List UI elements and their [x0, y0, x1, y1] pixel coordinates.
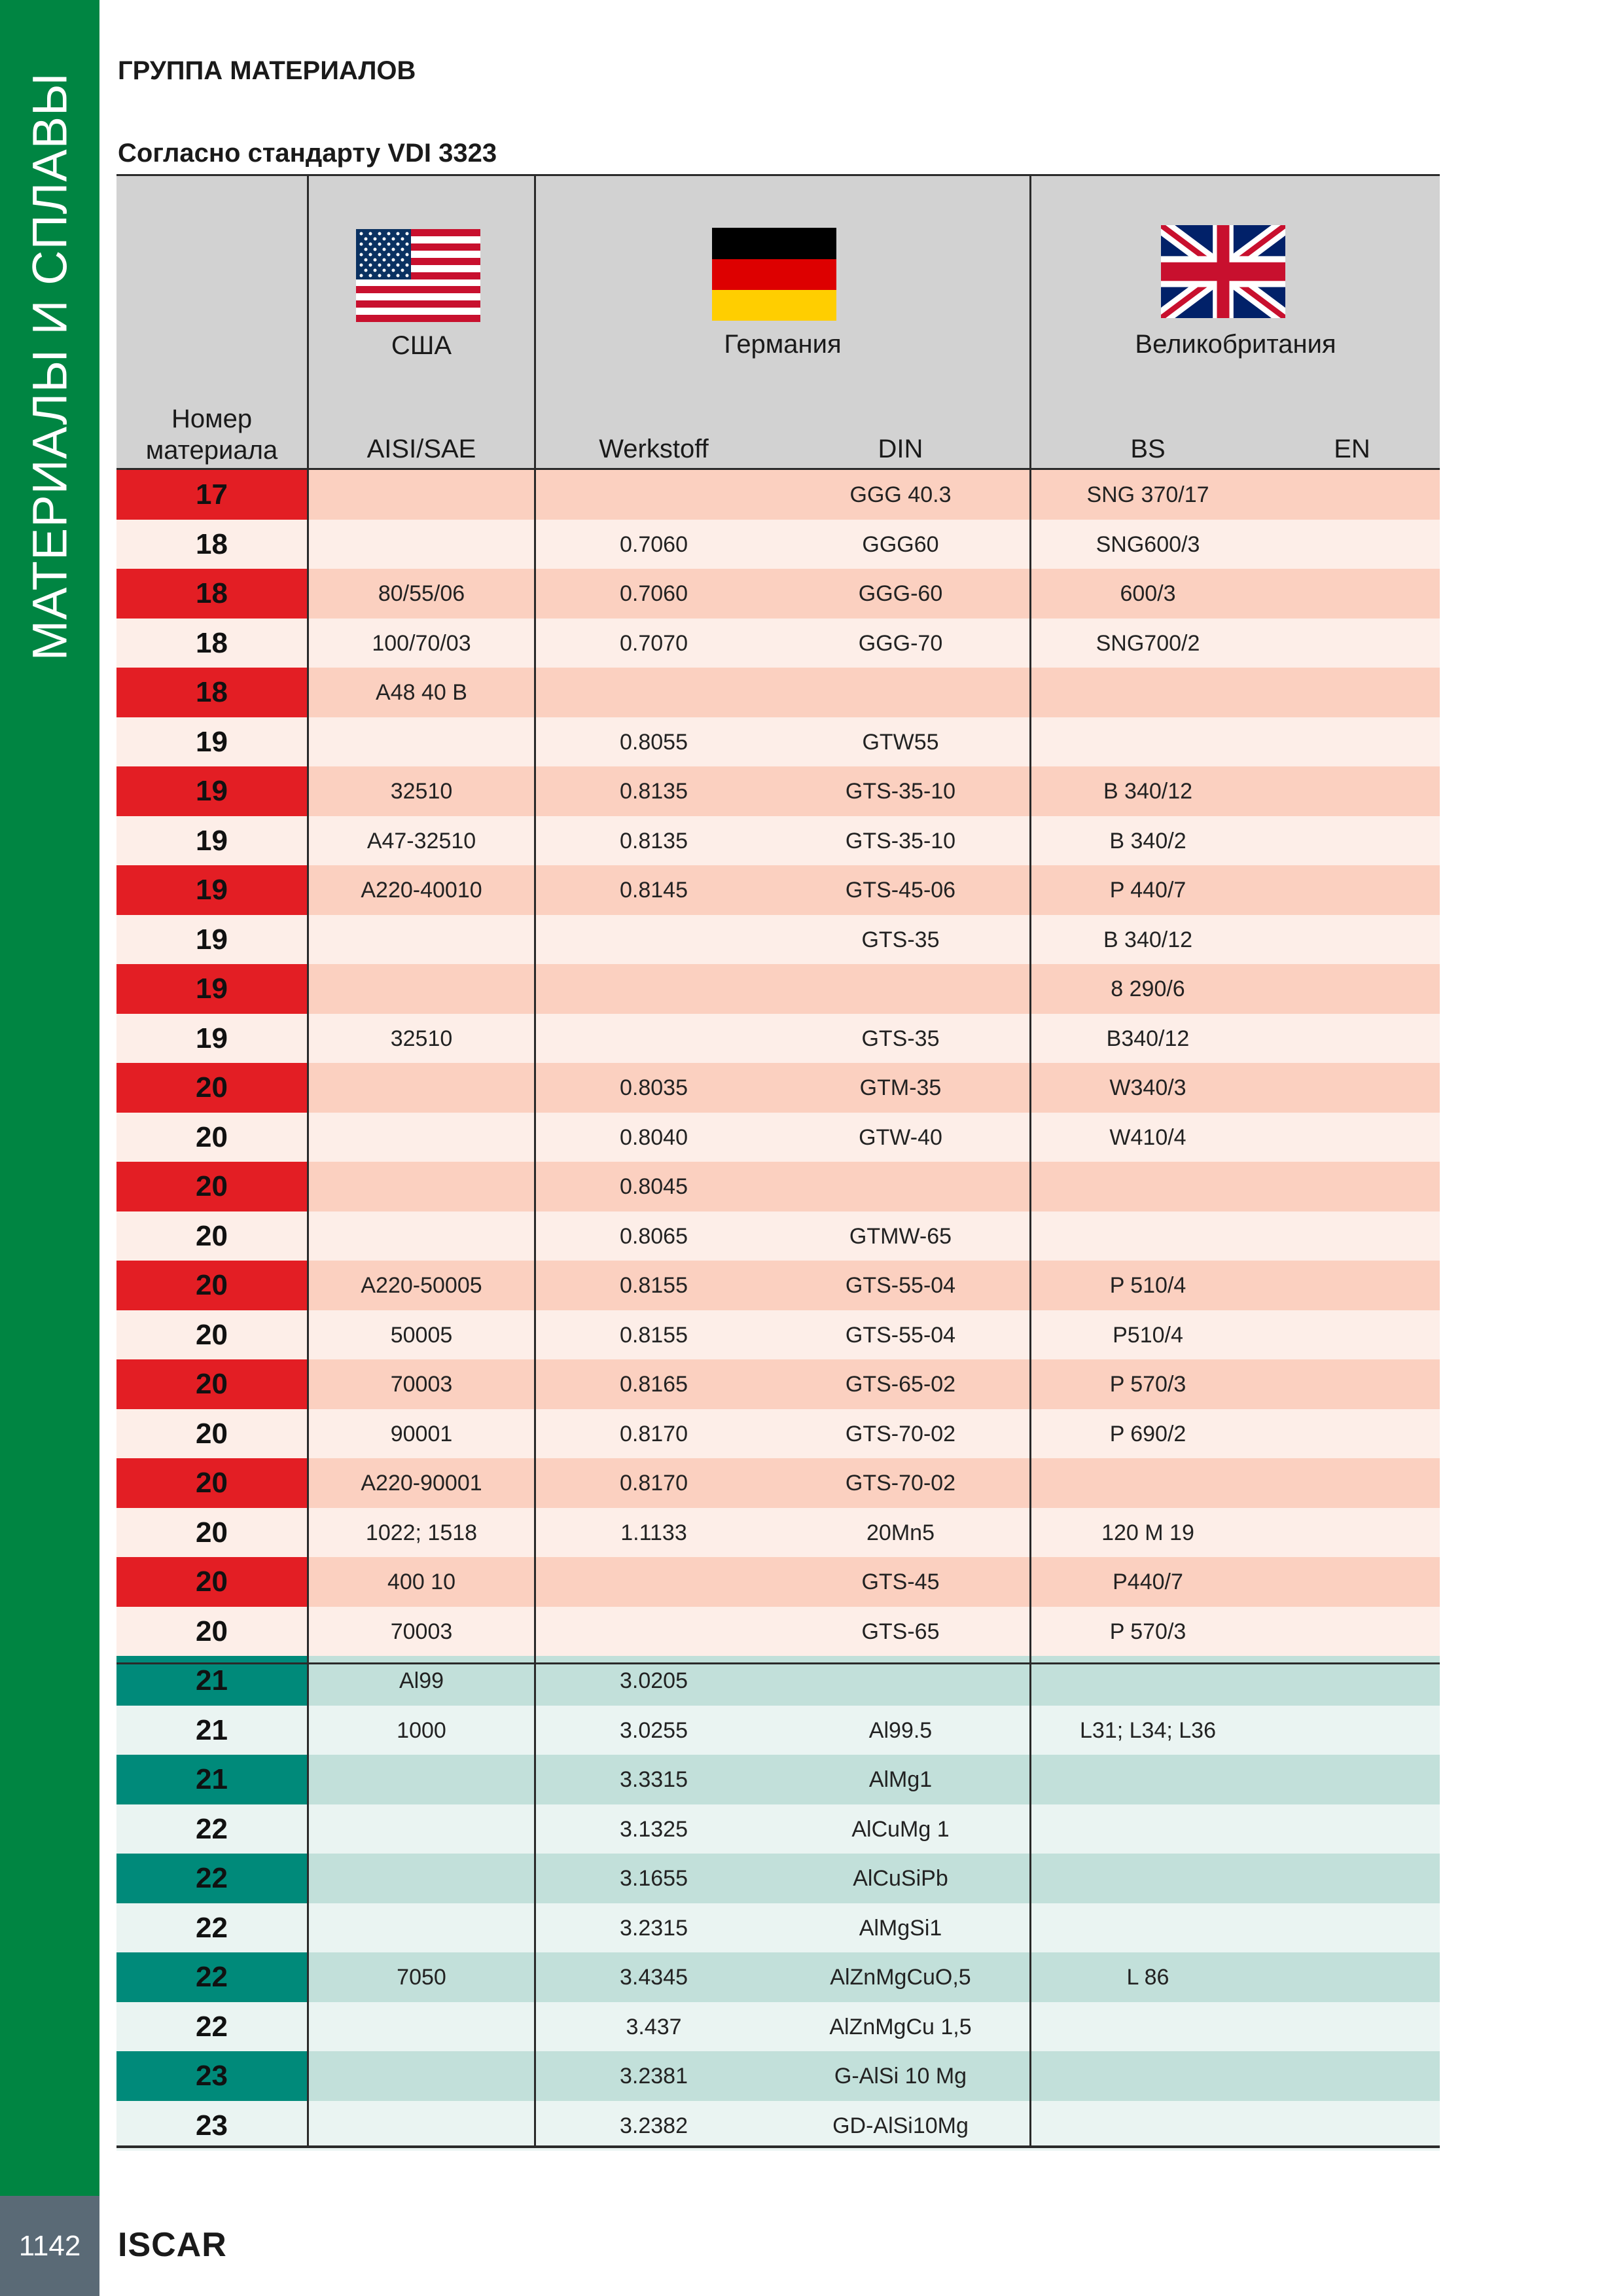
cell-werkstoff: 0.8145: [620, 878, 688, 903]
cell-werkstoff: 3.3315: [620, 1767, 688, 1792]
cell-din: AlZnMgCu 1,5: [829, 2014, 972, 2039]
cell-aisi: [309, 2002, 534, 2052]
column-header-number-line1: Номер: [171, 404, 253, 433]
cell-en: [1264, 470, 1440, 520]
cell-en: [1264, 1261, 1440, 1310]
cell-en: [1264, 1359, 1440, 1409]
column-divider: [307, 174, 309, 2148]
cell-din: GTS-55-04: [845, 1273, 956, 1298]
cell-werkstoff: 3.0205: [620, 1668, 688, 1693]
material-number: 20: [116, 1113, 307, 1162]
germany-flag-icon: [712, 228, 836, 321]
usa-flag-icon: [356, 229, 480, 322]
cell-bs: P 570/3: [1109, 1372, 1186, 1397]
cell-din: GTW-40: [859, 1124, 942, 1150]
cell-din: GTS-35: [861, 1026, 940, 1051]
cell-bs: [1031, 1804, 1264, 1854]
cell-werkstoff: 0.8055: [620, 729, 688, 755]
cell-en: [1264, 2101, 1440, 2151]
material-number: 18: [116, 569, 307, 619]
page-title: ГРУППА МАТЕРИАЛОВ: [118, 56, 416, 85]
cell-aisi: 32510: [390, 1026, 453, 1051]
cell-din: GGG 40.3: [849, 482, 952, 507]
cell-werkstoff: 3.2382: [620, 2113, 688, 2138]
cell-werkstoff: 0.8170: [620, 1471, 688, 1496]
material-number: 20: [116, 1359, 307, 1409]
cell-werkstoff: [536, 668, 772, 717]
page-number-box: [0, 2196, 99, 2296]
table-row: [116, 1359, 1440, 1409]
cell-en: [1264, 1755, 1440, 1804]
cell-en: [1264, 2002, 1440, 2052]
cell-bs: B 340/12: [1103, 779, 1193, 804]
cell-din: GTS-45: [861, 1570, 940, 1594]
cell-din: GD-AlSi10Mg: [832, 2113, 969, 2138]
cell-bs: L31; L34; L36: [1080, 1717, 1216, 1743]
cell-bs: P 510/4: [1109, 1273, 1186, 1298]
cell-en: [1264, 1804, 1440, 1854]
cell-bs: [1031, 1903, 1264, 1953]
table-row: [116, 717, 1440, 767]
material-number: 19: [116, 717, 307, 767]
cell-din: GTM-35: [859, 1075, 942, 1100]
cell-werkstoff: 3.1655: [620, 1866, 688, 1891]
cell-en: [1264, 1607, 1440, 1657]
cell-din: [772, 964, 1029, 1014]
cell-aisi: [309, 1162, 534, 1211]
cell-bs: [1031, 1755, 1264, 1804]
cell-werkstoff: 0.8165: [620, 1372, 688, 1397]
material-number: 20: [116, 1607, 307, 1657]
cell-aisi: [309, 520, 534, 569]
cell-bs: [1031, 2002, 1264, 2052]
cell-din: GTS-35-10: [845, 828, 956, 853]
column-header-werkstoff: Werkstoff: [599, 435, 709, 463]
material-number: 22: [116, 1952, 307, 2002]
cell-aisi: A48 40 B: [376, 680, 467, 705]
cell-bs: B 340/12: [1103, 927, 1193, 952]
cell-werkstoff: 3.2315: [620, 1915, 688, 1941]
cell-bs: [1031, 1162, 1264, 1211]
table-row: [116, 766, 1440, 816]
cell-bs: L 86: [1126, 1965, 1169, 1990]
column-header-number-line2: материала: [145, 436, 278, 465]
table-row: [116, 2101, 1440, 2151]
cell-aisi: 1000: [397, 1717, 446, 1743]
material-number: 19: [116, 816, 307, 866]
cell-werkstoff: 3.0255: [620, 1717, 688, 1743]
cell-werkstoff: 0.7070: [620, 630, 688, 656]
table-row: [116, 1952, 1440, 2002]
cell-din: Al99.5: [868, 1717, 933, 1743]
cell-bs: B 340/2: [1109, 828, 1186, 853]
cell-werkstoff: 0.8170: [620, 1421, 688, 1446]
table-row: [116, 1162, 1440, 1211]
table-top-border: [116, 174, 1440, 176]
material-number: 19: [116, 1014, 307, 1064]
cell-din: GTS-35-10: [845, 779, 956, 804]
cell-din: GTW55: [862, 729, 939, 755]
cell-aisi: 70003: [390, 1619, 453, 1644]
cell-aisi: [309, 1804, 534, 1854]
cell-aisi: A220-90001: [361, 1471, 482, 1496]
cell-din: GTMW-65: [849, 1223, 952, 1249]
cell-din: GTS-70-02: [845, 1421, 956, 1446]
table-row: [116, 569, 1440, 619]
table-row: [116, 1903, 1440, 1953]
cell-en: [1264, 1113, 1440, 1162]
cell-bs: P 690/2: [1109, 1421, 1186, 1446]
cell-din: GGG-60: [858, 581, 943, 606]
table-row: [116, 1804, 1440, 1854]
cell-bs: [1031, 668, 1264, 717]
cell-aisi: [309, 1755, 534, 1804]
country-germany-label: Германия: [724, 330, 842, 359]
cell-din: GTS-65: [861, 1619, 940, 1644]
header-bottom-border: [116, 468, 1440, 470]
cell-din: GGG60: [862, 531, 939, 557]
uk-flag-icon: [1161, 225, 1285, 318]
cell-bs: 8 290/6: [1111, 977, 1185, 1001]
cell-bs: P510/4: [1113, 1322, 1183, 1348]
cell-bs: SNG 370/17: [1086, 482, 1209, 507]
cell-aisi: 1022; 1518: [365, 1520, 478, 1545]
table-header: [116, 174, 1440, 469]
cell-en: [1264, 2051, 1440, 2101]
cell-werkstoff: [536, 1607, 772, 1657]
cell-aisi: 100/70/03: [372, 630, 471, 656]
cell-din: [772, 1162, 1029, 1211]
cell-bs: SNG600/3: [1096, 531, 1200, 557]
cell-din: GTS-45-06: [845, 878, 956, 903]
cell-en: [1264, 915, 1440, 965]
cell-aisi: [309, 964, 534, 1014]
material-number: 20: [116, 1310, 307, 1360]
table-row: [116, 1706, 1440, 1755]
material-number: 22: [116, 1804, 307, 1854]
table-row: [116, 1063, 1440, 1113]
cell-werkstoff: 0.7060: [620, 531, 688, 557]
cell-werkstoff: 3.4345: [620, 1965, 688, 1990]
table-row: [116, 2002, 1440, 2052]
cell-din: AlMg1: [868, 1767, 933, 1792]
table-row: [116, 1508, 1440, 1558]
cell-aisi: [309, 1063, 534, 1113]
country-uk-label: Великобритания: [1135, 330, 1336, 359]
material-number: 21: [116, 1656, 307, 1706]
cell-werkstoff: 0.8065: [620, 1223, 688, 1249]
cell-werkstoff: 3.1325: [620, 1816, 688, 1842]
cell-aisi: [309, 1211, 534, 1261]
material-number: 20: [116, 1458, 307, 1508]
cell-din: [772, 668, 1029, 717]
cell-bs: [1031, 2101, 1264, 2151]
material-number: 18: [116, 520, 307, 569]
cell-en: [1264, 1952, 1440, 2002]
cell-werkstoff: [536, 1557, 772, 1607]
cell-din: AlZnMgCuO,5: [830, 1965, 971, 1990]
cell-bs: W340/3: [1109, 1075, 1186, 1100]
table-row: [116, 1458, 1440, 1508]
column-header-en: EN: [1334, 435, 1370, 463]
cell-aisi: [309, 470, 534, 520]
cell-bs: [1031, 717, 1264, 767]
material-number: 18: [116, 619, 307, 668]
column-divider: [1029, 174, 1031, 2148]
cell-werkstoff: 0.8045: [620, 1174, 688, 1199]
material-number: 22: [116, 1854, 307, 1903]
cell-aisi: 80/55/06: [378, 581, 465, 606]
cell-din: G-AlSi 10 Mg: [834, 2064, 967, 2089]
cell-aisi: 400 10: [387, 1570, 455, 1594]
column-header-bs: BS: [1130, 435, 1166, 463]
cell-bs: P 440/7: [1109, 878, 1186, 903]
cell-werkstoff: [536, 1014, 772, 1064]
cell-din: 20Mn5: [866, 1520, 935, 1545]
cell-en: [1264, 569, 1440, 619]
cell-aisi: [309, 1113, 534, 1162]
table-row: [116, 1261, 1440, 1310]
cell-en: [1264, 1014, 1440, 1064]
cell-en: [1264, 619, 1440, 668]
material-number: 17: [116, 470, 307, 520]
group-separator: [116, 1662, 1440, 1664]
cell-aisi: A220-40010: [361, 878, 482, 903]
material-number: 21: [116, 1706, 307, 1755]
cell-werkstoff: 1.1133: [620, 1520, 687, 1545]
cell-bs: 120 M 19: [1101, 1520, 1194, 1545]
cell-aisi: [309, 2101, 534, 2151]
cell-en: [1264, 1162, 1440, 1211]
table-row: [116, 1211, 1440, 1261]
cell-din: AlCuMg 1: [851, 1816, 950, 1842]
cell-en: [1264, 816, 1440, 866]
material-number: 20: [116, 1508, 307, 1558]
material-number: 23: [116, 2051, 307, 2101]
cell-aisi: 50005: [390, 1322, 453, 1348]
cell-werkstoff: [536, 915, 772, 965]
table-row: [116, 816, 1440, 866]
cell-din: AlCuSiPb: [853, 1866, 948, 1891]
cell-en: [1264, 964, 1440, 1014]
cell-en: [1264, 1903, 1440, 1953]
material-number: 23: [116, 2101, 307, 2151]
table-row: [116, 470, 1440, 520]
cell-bs: W410/4: [1109, 1124, 1186, 1150]
cell-aisi: 90001: [390, 1421, 453, 1446]
table-row: [116, 1755, 1440, 1804]
sidebar: [0, 0, 99, 2196]
page-number: 1142: [18, 2230, 81, 2262]
cell-bs: 600/3: [1120, 581, 1176, 606]
table-row: [116, 619, 1440, 668]
column-divider: [534, 174, 536, 2148]
material-number: 20: [116, 1557, 307, 1607]
cell-din: GTS-55-04: [845, 1322, 956, 1348]
table-row: [116, 915, 1440, 965]
material-number: 20: [116, 1063, 307, 1113]
cell-en: [1264, 520, 1440, 569]
table-row: [116, 520, 1440, 569]
cell-aisi: 32510: [390, 779, 453, 804]
cell-werkstoff: 0.8155: [620, 1273, 688, 1298]
table-bottom-border: [116, 2145, 1440, 2148]
cell-en: [1264, 1310, 1440, 1360]
cell-en: [1264, 1409, 1440, 1459]
cell-werkstoff: 0.8135: [620, 779, 688, 804]
table-row: [116, 865, 1440, 915]
material-number: 18: [116, 668, 307, 717]
cell-aisi: A220-50005: [361, 1273, 482, 1298]
cell-bs: [1031, 1211, 1264, 1261]
table-row: [116, 668, 1440, 717]
table-row: [116, 1854, 1440, 1903]
cell-en: [1264, 1854, 1440, 1903]
cell-bs: P440/7: [1113, 1570, 1183, 1594]
material-number: 19: [116, 865, 307, 915]
cell-aisi: 70003: [390, 1372, 453, 1397]
cell-din: GTS-70-02: [845, 1471, 956, 1496]
cell-aisi: [309, 915, 534, 965]
table-row: [116, 1014, 1440, 1064]
cell-din: GGG-70: [858, 630, 943, 656]
cell-werkstoff: 0.8155: [620, 1322, 688, 1348]
material-number: 20: [116, 1211, 307, 1261]
cell-en: [1264, 766, 1440, 816]
cell-aisi: 7050: [397, 1965, 446, 1990]
material-number: 20: [116, 1261, 307, 1310]
cell-aisi: A47-32510: [366, 828, 476, 853]
cell-din: GTS-35: [861, 927, 940, 952]
cell-en: [1264, 1211, 1440, 1261]
cell-en: [1264, 1508, 1440, 1558]
cell-bs: [1031, 1854, 1264, 1903]
brand-logo-text: ISCAR: [118, 2226, 227, 2264]
page-subtitle: Согласно стандарту VDI 3323: [118, 139, 497, 168]
cell-din: GTS-65-02: [845, 1372, 956, 1397]
cell-en: [1264, 1458, 1440, 1508]
cell-bs: [1031, 2051, 1264, 2101]
table-row: [116, 1310, 1440, 1360]
cell-werkstoff: [536, 470, 772, 520]
materials-table: [116, 174, 1440, 2148]
country-usa-label: США: [391, 331, 452, 360]
material-number: 22: [116, 2002, 307, 2052]
cell-en: [1264, 668, 1440, 717]
material-number: 19: [116, 766, 307, 816]
column-header-din: DIN: [878, 435, 923, 463]
cell-werkstoff: [536, 964, 772, 1014]
table-row: [116, 1557, 1440, 1607]
material-number: 20: [116, 1409, 307, 1459]
cell-en: [1264, 865, 1440, 915]
sidebar-title: МАТЕРИАЛЫ И СПЛАВЫ: [22, 72, 77, 661]
cell-werkstoff: 3.437: [626, 2014, 682, 2039]
cell-aisi: [309, 1903, 534, 1953]
table-row: [116, 2051, 1440, 2101]
cell-werkstoff: 0.7060: [620, 581, 688, 606]
cell-bs: B340/12: [1106, 1026, 1190, 1051]
table-row: [116, 964, 1440, 1014]
column-header-aisi: AISI/SAE: [366, 435, 476, 463]
material-number: 22: [116, 1903, 307, 1953]
cell-werkstoff: 3.2381: [620, 2064, 688, 2089]
cell-werkstoff: 0.8040: [620, 1124, 688, 1150]
cell-aisi: [309, 1854, 534, 1903]
table-row: [116, 1607, 1440, 1657]
material-number: 21: [116, 1755, 307, 1804]
cell-bs: SNG700/2: [1096, 630, 1200, 656]
cell-din: AlMgSi1: [859, 1915, 942, 1941]
cell-en: [1264, 1063, 1440, 1113]
cell-en: [1264, 1706, 1440, 1755]
table-row: [116, 1113, 1440, 1162]
cell-bs: [1031, 1458, 1264, 1508]
table-row: [116, 1409, 1440, 1459]
cell-bs: P 570/3: [1109, 1619, 1186, 1644]
cell-werkstoff: 0.8035: [620, 1075, 688, 1100]
material-number: 20: [116, 1162, 307, 1211]
cell-aisi: [309, 2051, 534, 2101]
cell-werkstoff: 0.8135: [620, 828, 688, 853]
material-number: 19: [116, 915, 307, 965]
cell-en: [1264, 1557, 1440, 1607]
cell-aisi: Al99: [399, 1668, 444, 1693]
cell-aisi: [309, 717, 534, 767]
material-number: 19: [116, 964, 307, 1014]
cell-en: [1264, 717, 1440, 767]
